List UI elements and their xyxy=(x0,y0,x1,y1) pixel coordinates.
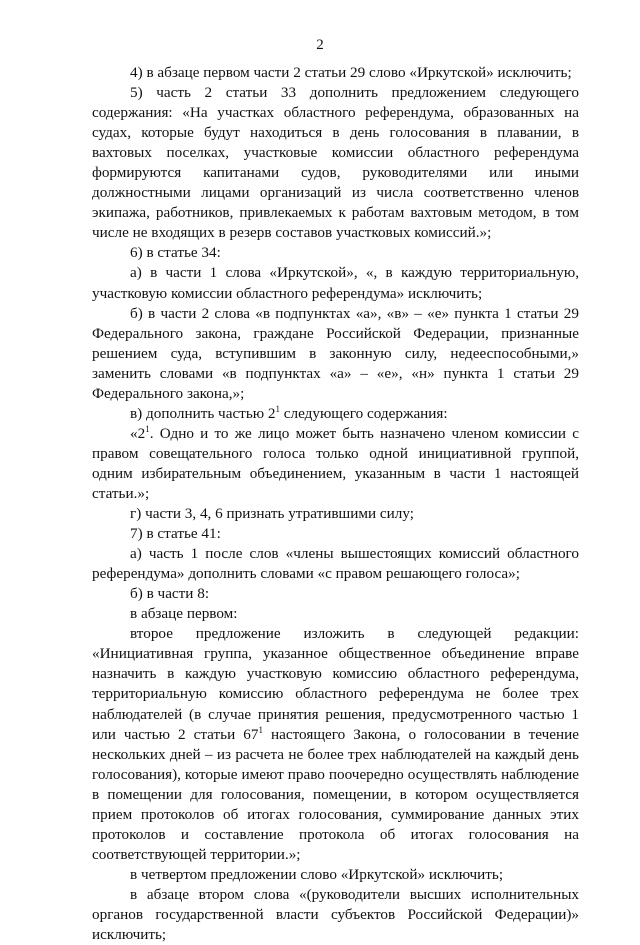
superscript: 1 xyxy=(145,423,150,434)
paragraph-text: а) часть 1 после слов «члены вышестоящих комиссий областного референдума» дополнить словами «с правом решающего голоса»; xyxy=(92,545,579,583)
page-number: 2 xyxy=(316,37,324,53)
superscript: 1 xyxy=(258,724,263,735)
paragraph-text: г) части 3, 4, 6 признать утратившими силу; xyxy=(130,505,414,523)
paragraph xyxy=(92,865,579,885)
paragraph xyxy=(92,424,579,504)
paragraph xyxy=(92,304,579,404)
paragraph-text: «2 xyxy=(130,424,146,442)
paragraph-text: 4) в абзаце первом части 2 статьи 29 слово «Иркутской» исключить; xyxy=(130,64,572,81)
paragraph-text: а) в части 1 слова «Иркутской», «, в каждую территориальную, участковую комиссии областного референдума» исключить; xyxy=(92,264,579,302)
paragraph xyxy=(92,604,579,624)
paragraph xyxy=(92,243,579,263)
paragraph-text: в абзаце втором слова «(руководители высших исполнительных органов государственной власти субъектов Российской Федерации)» исключить; xyxy=(92,885,579,944)
paragraph-text: 6) в статье 34: xyxy=(130,244,221,262)
paragraph xyxy=(92,504,579,524)
paragraph-text: б) в части 8: xyxy=(130,585,210,603)
paragraph xyxy=(92,63,579,83)
document-body xyxy=(92,63,579,945)
paragraph xyxy=(92,624,579,865)
paragraph-text: настоящего Закона, о голосовании в течение нескольких дней – из расчета не более трех наблюдателей на каждый день голосования), которые имеют право поочередно осуществлять наблюдение в помещении для голосования, помещении, в котором осуществляется прием протоколов об итогах голосования, суммирование данных этих протоколов и составление протокола об итогах голосования на соответствующей территории.»; xyxy=(92,725,580,863)
paragraph-text: в абзаце первом: xyxy=(130,605,238,623)
paragraph-text: . Одно и то же лицо может быть назначено членом комиссии с правом совещательного голоса только одной инициативной группой, одним избирательным объединением, указанным в части 1 настоящей статьи.»; xyxy=(92,424,579,502)
paragraph-text: 5) часть 2 статьи 33 дополнить предложением следующего содержания: «На участках областного референдума, образованных на судах, которые будут находиться в день голосования в плавании, в вахтовых поселках, участковые комиссии областного референдума формируются капитанами судов, руководителями или иными должностными лицами организаций из числа соответственно членов экипажа, работников, привлекаемых к работам вахтовым методом, в том числе не входящих в резерв составов участковых комиссий.»; xyxy=(92,84,579,242)
paragraph xyxy=(92,584,579,604)
paragraph xyxy=(92,524,579,544)
paragraph-text: б) в части 2 слова «в подпунктах «а», «в» – «е» пункта 1 статьи 29 Федерального закона, граждане Российской Федерации, признанные решением суда, вступившим в законную силу, недееспособными,» заменить словами «в подпунктах «а» – «е», «н» пункта 1 статьи 29 Федерального закона,»; xyxy=(92,304,579,402)
paragraph xyxy=(92,83,579,243)
paragraph-text: следующего содержания: xyxy=(279,404,448,422)
superscript: 1 xyxy=(275,403,280,414)
paragraph xyxy=(92,544,579,584)
paragraph-text: 7) в статье 41: xyxy=(130,525,221,543)
paragraph-text: в) дополнить частью 2 xyxy=(130,404,276,422)
paragraph-text: в четвертом предложении слово «Иркутской» исключить; xyxy=(130,865,504,883)
paragraph xyxy=(92,404,579,424)
paragraph xyxy=(92,263,579,303)
paragraph-text: второе предложение изложить в следующей редакции: «Инициативная группа, указанное общественное объединение вправе назначить в каждую участковую комиссию областного референдума, территориальную комиссию областного референдума не более трех наблюдателей (в случае принятия решения, предусмотренного частью 1 или частью 2 статьи 67 xyxy=(92,625,579,743)
paragraph xyxy=(92,885,579,945)
